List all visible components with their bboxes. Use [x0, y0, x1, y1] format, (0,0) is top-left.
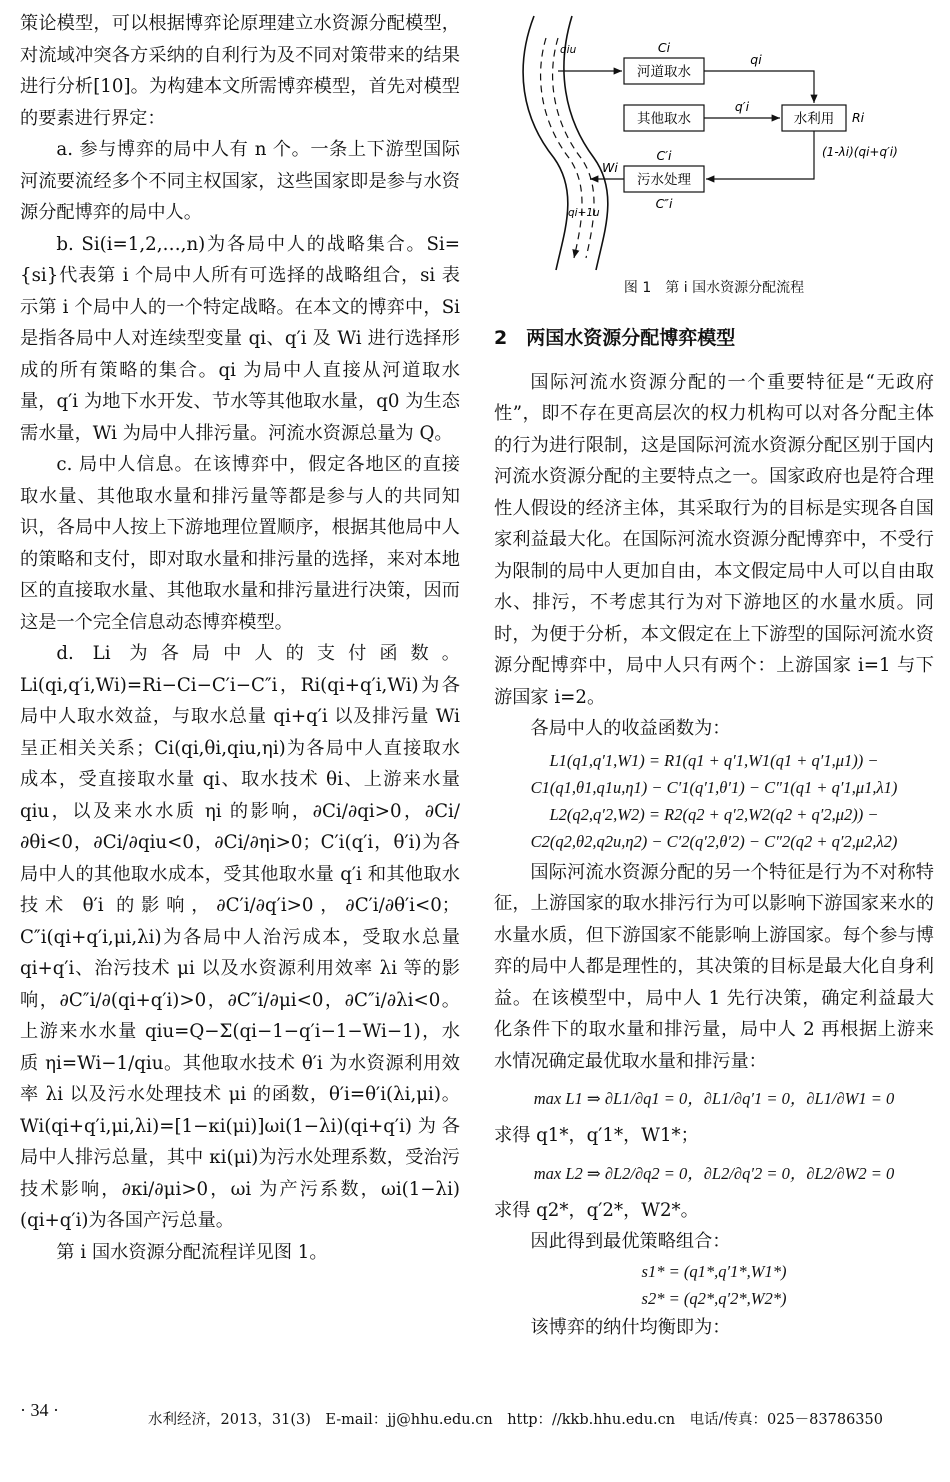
- left-column: [20, 8, 460, 1268]
- box-other-label: 其他取水: [637, 111, 691, 127]
- label-Wi: Wi: [602, 160, 618, 175]
- equation-s1: s1* = (q1*,q′1*,W1*): [641, 1261, 787, 1281]
- label-Ci: Ci: [657, 40, 671, 55]
- journal-info: 水利经济，2013，31(3) E-mail：jj@hhu.edu.cn http：//kkb.hhu.edu.cn 电话/传真：025－83786350: [148, 1412, 883, 1428]
- box-treat-label: 污水处理: [637, 172, 691, 188]
- payoff-equations: [494, 747, 934, 855]
- equation-L2-line1: L2(q2,q′2,W2) = R2(q2 + q′2,W2(q2 + q′2,μ2)) −: [549, 804, 879, 824]
- solution-1: 求得 q1*，q′1*，W1*；: [494, 1125, 699, 1146]
- section-paragraph-5: 该博弈的纳什均衡即为：: [530, 1316, 731, 1338]
- section-heading: 2 两国水资源分配博弈模型: [494, 327, 736, 349]
- element-c-paragraph: c. 局中人信息。在该博弈中，假定各地区的直接取水量、其他取水量和排污量等都是参与人的共同知识，各局中人按上下游地理位置顺序，根据其他局中人的策略和支付，即对取水量和排污量的选择，来对本地区的直接取水量、其他取水量和排污量进行决策，因而这是一个完全信息动态博弈模型。: [20, 454, 460, 633]
- element-a-paragraph: a. 参与博弈的局中人有 n 个。一条上下游型国际河流要流经多个不同主权国家，这些国家即是参与水资源分配博弈的局中人。: [20, 139, 460, 223]
- label-downstream-inflow: qi+1u: [568, 207, 600, 219]
- flow-diagram: [494, 8, 934, 273]
- section-paragraph-4: 因此得到最优策略组合：: [530, 1231, 731, 1252]
- figure-caption: 图 1 第 i 国水资源分配流程: [623, 280, 805, 296]
- label-qpi: q′i: [734, 99, 750, 114]
- label-Cppi: C″i: [655, 196, 673, 211]
- box-intake-label: 河道取水: [637, 64, 691, 80]
- section-paragraph-1: 国际河流水资源分配的一个重要特征是“无政府性”，即不存在更高层次的权力机构可以对各分配主体的行为进行限制，这是国际河流水资源分配区别于国内河流水资源分配的主要特点之一。国家政府也是符合理性人假设的经济主体，其采取行为的目标是实现各自国家利益最大化。在国际河流水资源分配博弈中，不受行为限制的局中人更加自由，本文假定局中人可以自由取水、排污，不考虑其行为对下游地区的水量水质。同时，为便于分析，本文假定在上下游型的国际河流水资源分配博弈中，局中人只有两个：上游国家 i=1 与下游国家 i=2。: [494, 371, 934, 708]
- equation-L2-line2: C2(q2,θ2,q2u,η2) − C′2(q′2,θ′2) − C″2(q2 + q′2,μ2,λ2): [530, 831, 898, 851]
- equation-L1-line1: L1(q1,q′1,W1) = R1(q1 + q′1,W1(q1 + q′1,μ1)) −: [549, 750, 879, 770]
- solution-2: 求得 q2*，q′2*，W2*。: [494, 1199, 699, 1221]
- equation-L1-line2: C1(q1,θ1,q1u,η1) − C′1(q′1,θ′1) − C″1(q1 + q′1,μ1,λ1): [530, 777, 898, 797]
- arrow-use-to-treat: [706, 131, 814, 179]
- equation-max-L1: max L1 ⇒ ∂L1/∂q1 = 0，∂L1/∂q′1 = 0，∂L1/∂W1 = 0: [533, 1089, 895, 1108]
- label-outflow: (1-λi)(qi+q′i): [822, 145, 898, 159]
- section-paragraph-2: 各局中人的收益函数为：: [530, 718, 731, 739]
- equation-s2: s2* = (q2*,q′2*,W2*): [641, 1288, 787, 1308]
- page-number: · 34 ·: [20, 1400, 59, 1420]
- label-Cpi: C′i: [656, 148, 672, 163]
- page-footer: [0, 1400, 950, 1440]
- right-column: [494, 8, 934, 1343]
- figure-1: [494, 8, 934, 273]
- label-Ri: Ri: [852, 110, 865, 125]
- arrow-intake-to-use: [704, 71, 814, 103]
- element-b-paragraph: b. Si(i=1,2,…,n)为各局中人的战略集合。Si={si}代表第 i 个局中人所有可选择的战略组合，si 表示第 i 个局中人的一个特定战略。在本文的博弈中，Si 是指各局中人对连续型变量 qi、q′i 及 Wi 进行选择形成的所有策略的集合。qi 为局中人直接从河道取水量，q′i 为地下水开发、节水等其他取水量，q0 为生态需水量，Wi 为局中人排污量。河流水资源总量为 Q。: [20, 233, 460, 444]
- section-paragraph-3: 国际河流水资源分配的另一个特征是行为不对称特征，上游国家的取水排污行为可以影响下游国家来水的水量水质，但下游国家不能影响上游国家。每个参与博弈的局中人都是理性的，其决策的目标是最大化自身利益。在该模型中，局中人 1 先行决策，确定利益最大化条件下的取水量和排污量，局中人 2 再根据上游来水情况确定最优取水量和排污量：: [494, 861, 934, 1072]
- box-use-label: 水利用: [793, 111, 835, 127]
- label-upstream-inflow: qiu: [560, 44, 577, 56]
- figure-reference-paragraph: 第 i 国水资源分配流程详见图 1。: [56, 1241, 328, 1263]
- element-d-paragraph: d. Li 为各局中人的支付函数。Li(qi,q′i,Wi)=Ri−Ci−C′i−C″i，Ri(qi+q′i,Wi)为各局中人取水效益，与取水总量 qi+q′i 以及排污量 Wi 呈正相关关系；Ci(qi,θi,qiu,ηi)为各局中人直接取水成本，受直接取水量 qi、取水技术 θi、上游来水量 qiu，以及来水水质 ηi 的影响，∂Ci/∂qi>0，∂Ci/∂θi<0，∂Ci/∂qiu<0，∂Ci/∂ηi>0；C′i(q′i，θ′i)为各局中人的其他取水成本，受其他取水量 q′i 和其他取水技术 θ′i 的影响，∂C′i/∂q′i>0，∂C′i/∂θ′i<0；C″i(qi+q′i,μi,λi)为各局中人治污成本，受取水总量 qi+q′i、治污技术 μi 以及水资源利用效率 λi 等的影响，∂C″i/∂(qi+q′i)>0，∂C″i/∂μi<0，∂C″i/∂λi<0。上游来水水量 qiu=Q−Σ(qi−1−q′i−1−Wi−1)，水质 ηi=Wi−1/qiu。其他取水技术 θ′i 为水资源利用效率 λi 以及污水处理技术 μi 的函数，θ′i=θ′i(λi,μi)。Wi(qi+q′i,μi,λi)=[1−κi(μi)]ωi(1−λi)(qi+q′i)为各局中人排污总量，其中 κi(μi)为污水处理系数，受治污技术影响，∂κi/∂μi>0，ωi 为产污系数，ωi(1−λi)(qi+q′i)为各国产污总量。: [20, 643, 460, 1231]
- intro-paragraph: 策论模型，可以根据博弈论原理建立水资源分配模型，对流域冲突各方采纳的自利行为及不同对策带来的结果进行分析[10]。为构建本文所需博弈模型，首先对模型的要素进行界定：: [20, 13, 460, 129]
- equation-max-L2: max L2 ⇒ ∂L2/∂q2 = 0，∂L2/∂q′2 = 0，∂L2/∂W2 = 0: [533, 1163, 895, 1183]
- label-qi: qi: [750, 52, 762, 67]
